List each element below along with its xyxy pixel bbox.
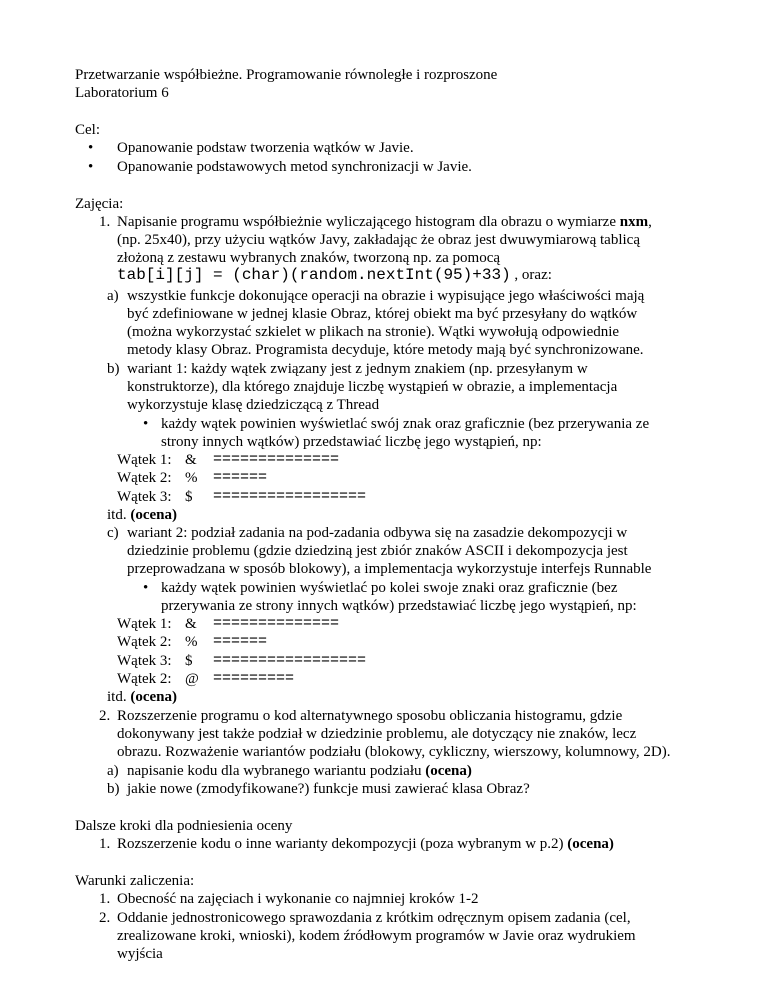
task1c-bullet-line: przerywania ze strony innych wątków) przedstawiać liczbę jego wystąpień, np: [161, 598, 637, 614]
example-end: itd. (ocena) [107, 507, 177, 523]
task1c-line: dziedzinie problemu (gdzie dziedziną jest zbiór znaków ASCII i dekompozycja jest [127, 543, 628, 559]
grade-label: (ocena) [130, 689, 177, 705]
example-char: % [185, 470, 198, 486]
example-char: & [185, 616, 197, 632]
example-label: Wątek 1: [117, 616, 172, 632]
example-end: itd. (ocena) [107, 689, 177, 705]
conditions-heading: Warunki zaliczenia: [75, 873, 195, 889]
list-letter: b) [107, 361, 120, 377]
task1c-bullet-line: każdy wątek powinien wyświetlać po kolei swoje znaki oraz graficznie (bez [161, 580, 618, 596]
example-char: $ [185, 489, 193, 505]
task1-code-line: tab[i][j] = (char)(random.nextInt(95)+33) , oraz: [117, 266, 552, 284]
example-label: Wątek 1: [117, 452, 172, 468]
histogram-bar: ====== [213, 633, 268, 650]
task2b-line: jakie nowe (zmodyfikowane?) funkcje musi zawierać klasa Obraz? [127, 781, 530, 797]
code-snippet: tab[i][j] = (char)(random.nextInt(95)+33) [117, 266, 511, 284]
goal-item: Opanowanie podstawowych metod synchronizacji w Javie. [117, 159, 472, 175]
example-label: Wątek 2: [117, 634, 172, 650]
task1a-line: (można wykorzystać szkielet w plikach na stronie). Wątki wywołują odpowiednie [127, 324, 620, 340]
example-label: Wątek 2: [117, 671, 172, 687]
list-letter: a) [107, 288, 119, 304]
task1-line: złożoną z zestawu wybranych znaków, tworzoną np. za pomocą [117, 250, 501, 266]
list-letter: a) [107, 763, 119, 779]
task1b-line: wykorzystuje klasę dziedziczącą z Thread [127, 397, 380, 413]
classes-heading: Zajęcia: [75, 196, 124, 212]
task1b-line: konstruktorze), dla którego znajduje liczbę wystąpień w obrazie, a implementacja [127, 379, 618, 395]
task1b-bullet-line: każdy wątek powinien wyświetlać swój znak oraz graficznie (bez przerywania ze [161, 416, 650, 432]
task1a-line: być zdefiniowane w jednej klasie Obraz, której obiekt ma być przesyłany do wątków [127, 306, 638, 322]
goal-item: Opanowanie podstaw tworzenia wątków w Javie. [117, 140, 414, 156]
histogram-bar: ============== [213, 615, 340, 632]
grade-label: (ocena) [567, 836, 614, 852]
task2a-line: napisanie kodu dla wybranego wariantu podziału (ocena) [127, 763, 472, 779]
example-label: Wątek 2: [117, 470, 172, 486]
bullet-icon: • [143, 416, 149, 432]
task1a-line: wszystkie funkcje dokonujące operacji na obrazie i wypisujące jego właściwości mają [127, 288, 645, 304]
grade-label: (ocena) [425, 763, 472, 779]
histogram-bar: ========= [213, 670, 295, 687]
task-number: 2. [99, 910, 111, 926]
task1-line: (np. 25x40), przy użyciu wątków Javy, zakładając że obraz jest dwuwymiarową tablicą [117, 232, 640, 248]
histogram-bar: ====== [213, 469, 268, 486]
further-line: Rozszerzenie kodu o inne warianty dekompozycji (poza wybranym w p.2) (ocena) [117, 836, 614, 852]
task1b-line: wariant 1: każdy wątek związany jest z jednym znakiem (np. przesyłanym w [127, 361, 588, 377]
task1b-bullet-line: strony innych wątków) przedstawiać liczbę jego wystąpień, np: [161, 434, 542, 450]
task1a-line: metody klasy Obraz. Programista decyduje, które metody mają być synchronizowane. [127, 342, 644, 358]
task1c-line: przeprowadzana w sposób blokowy), a implementacja wykorzystuje interfejs Runnable [127, 561, 652, 577]
task1-line: Napisanie programu współbieżnie wyliczającego histogram dla obrazu o wymiarze nxm, [117, 214, 652, 230]
document-title: Przetwarzanie współbieżne. Programowanie równoległe i rozproszone [75, 67, 498, 83]
histogram-bar: ================= [213, 652, 367, 669]
condition-line: zrealizowane kroki, wnioski), kodem źródłowym programów w Javie oraz wydrukiem [117, 928, 636, 944]
task2-line: obrazu. Rozważenie wariantów podziału (blokowy, cykliczny, wierszowy, kolumnowy, 2D). [117, 744, 671, 760]
task-number: 2. [99, 708, 111, 724]
goal-heading: Cel: [75, 122, 100, 138]
bullet-icon: • [88, 159, 94, 175]
example-label: Wątek 3: [117, 653, 172, 669]
example-label: Wątek 3: [117, 489, 172, 505]
further-heading: Dalsze kroki dla podniesienia oceny [75, 818, 293, 834]
task-number: 1. [99, 836, 111, 852]
list-letter: b) [107, 781, 120, 797]
example-char: & [185, 452, 197, 468]
task-number: 1. [99, 214, 111, 230]
grade-label: (ocena) [130, 507, 177, 523]
task-number: 1. [99, 891, 111, 907]
task2-line: Rozszerzenie programu o kod alternatywnego sposobu obliczania histogramu, gdzie [117, 708, 623, 724]
task1c-line: wariant 2: podział zadania na pod-zadania odbywa się na zasadzie dekompozycji w [127, 525, 628, 541]
example-char: @ [185, 671, 199, 687]
document-subtitle: Laboratorium 6 [75, 85, 169, 101]
example-char: $ [185, 653, 193, 669]
list-letter: c) [107, 525, 119, 541]
example-char: % [185, 634, 198, 650]
histogram-bar: ============== [213, 451, 340, 468]
condition-line: wyjścia [117, 946, 163, 962]
condition-line: Oddanie jednostronicowego sprawozdania z krótkim odręcznym opisem zadania (cel, [117, 910, 631, 926]
histogram-bar: ================= [213, 488, 367, 505]
bullet-icon: • [88, 140, 94, 156]
bullet-icon: • [143, 580, 149, 596]
task2-line: dokonywany jest także podział w dziedzinie problemu, ale dotyczący nie znaków, lecz [117, 726, 637, 742]
condition-line: Obecność na zajęciach i wykonanie co najmniej kroków 1-2 [117, 891, 479, 907]
